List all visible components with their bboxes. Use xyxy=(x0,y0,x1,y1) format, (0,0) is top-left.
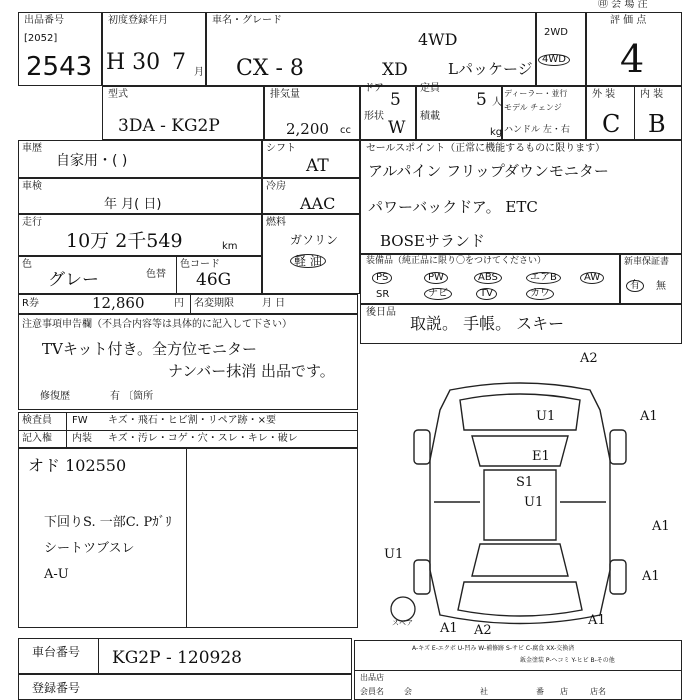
rear-label: 後日品 xyxy=(366,307,396,318)
fuel-diesel-circled: 軽 油 xyxy=(290,254,326,268)
usage-box xyxy=(18,140,262,178)
damage-mark-1: A2 xyxy=(580,351,598,366)
inspector-label: 検査員 xyxy=(22,415,52,426)
chassis-value: KG2P - 120928 xyxy=(112,648,242,668)
equip-leather: カワ xyxy=(526,288,554,300)
ac-label: 冷房 xyxy=(266,181,286,192)
car-diagram xyxy=(400,370,640,640)
damage-mark-8: U1 xyxy=(384,547,404,562)
footer-label-3: 会 xyxy=(404,687,412,696)
wheel-rear-right xyxy=(610,560,626,594)
mileage-value: 10万 2千549 xyxy=(66,230,183,252)
writer-label: 記入権 xyxy=(22,433,52,444)
mileage-label: 走行 xyxy=(22,217,42,228)
memo-box xyxy=(18,448,358,628)
car-outline xyxy=(430,383,610,624)
displacement-value: 2,200 xyxy=(286,120,329,138)
interior-label: 内 装 xyxy=(640,89,664,100)
handle-label: ハンドル 左・右 xyxy=(504,125,570,135)
notes-line2: ナンバー抹消 出品です。 xyxy=(168,362,335,380)
inspection-label: 車検 xyxy=(22,181,42,192)
model-label: 型式 xyxy=(108,89,128,100)
exterior-grade: C xyxy=(602,110,621,138)
chassis-label: 車台番号 xyxy=(32,645,81,659)
wheel-front-right xyxy=(610,430,626,464)
odo-value: オド 102550 xyxy=(28,456,127,475)
sales-point-2: パワーバックドア。 ETC xyxy=(368,198,538,216)
drive-4wd-circled: 4WD xyxy=(538,54,570,66)
usage-label: 車歴 xyxy=(22,143,42,154)
damage-mark-9: A1 xyxy=(642,569,660,584)
memo-line3: A-U xyxy=(44,567,69,582)
check-vdivider xyxy=(66,412,67,448)
car-grade: XD xyxy=(382,60,408,80)
first-reg-month: 7 xyxy=(172,50,186,75)
displacement-label: 排気量 xyxy=(270,89,300,100)
color-divider xyxy=(176,256,177,294)
equip-pw: PW xyxy=(424,272,448,284)
doors-value: 5 xyxy=(390,90,401,110)
interior-check-label: 内装 xyxy=(72,433,92,444)
warranty-label: 新車保証書 xyxy=(624,257,670,267)
load-unit: kg xyxy=(490,127,503,138)
capacity-unit: 人 xyxy=(492,97,502,108)
lot-number: 2543 xyxy=(26,52,93,82)
shift-value: AT xyxy=(306,156,329,176)
name-grade-label: 車名・グレード xyxy=(212,15,282,26)
first-reg-month-unit: 月 xyxy=(194,67,204,78)
damage-mark-5: S1 xyxy=(516,475,534,490)
usage-value: 自家用・( ) xyxy=(56,153,128,169)
first-reg-era-year: H 30 xyxy=(106,50,161,75)
org-mark: ㊞ 会 場 注 xyxy=(598,0,648,10)
interior-grade: B xyxy=(648,110,666,138)
wheel-rear-left xyxy=(414,560,430,594)
chassis-divider xyxy=(98,638,99,674)
transfer-label: 名変期限 xyxy=(194,298,234,309)
equip-airbag: エアB xyxy=(526,272,561,284)
shape-value: W xyxy=(388,118,406,138)
equip-navi: ナビ xyxy=(424,288,452,300)
spare-label: スペア xyxy=(392,619,413,627)
footer-label-4: 社 xyxy=(480,687,488,696)
memo-line2: シートツブスレ xyxy=(44,541,135,556)
car-rear-window xyxy=(472,544,568,576)
footer-label-2: 会員名 xyxy=(360,687,384,696)
memo-line1: 下回りS. 一部C. Pｶﾞﾘ xyxy=(44,515,172,530)
color-value: グレー xyxy=(48,270,99,290)
sales-point-3: BOSEサランド xyxy=(380,232,485,250)
car-trunk xyxy=(458,582,582,616)
shift-label: シフト xyxy=(266,143,296,154)
transfer-value: 月 日 xyxy=(262,298,286,309)
check-divider xyxy=(18,430,358,431)
drive-type: 4WD xyxy=(418,30,458,49)
car-package: Lパッケージ xyxy=(448,60,533,78)
recycle-divider xyxy=(190,294,191,314)
equip-aw: AW xyxy=(580,272,604,284)
legend-text-2: 鈑金塗装 P-ヘコミ Y-ヒビ B-その他 xyxy=(520,657,615,664)
lot-label: 出品番号 xyxy=(24,15,64,26)
recycle-amount: 12,860 xyxy=(92,294,145,312)
score-label: 評 価 点 xyxy=(610,15,647,26)
rear-items: 取説。 手帳。 スキー xyxy=(410,314,565,333)
damage-mark-3: U1 xyxy=(536,409,556,424)
equip-ps: PS xyxy=(372,272,392,284)
dealer-label: ディーラー・並行 xyxy=(504,89,568,98)
color-code-value: 46G xyxy=(196,270,232,290)
doors-label: ドア xyxy=(364,83,384,94)
sales-label: セールスポイント（正常に機能するものに限ります） xyxy=(366,143,606,154)
sales-point-1: アルパイン フリップダウンモニター xyxy=(368,162,609,180)
ext-int-divider xyxy=(634,86,635,140)
displacement-unit: cc xyxy=(340,125,351,136)
fw-items: キズ・飛石・ヒビ割・リペア跡・×要 xyxy=(108,415,276,426)
repair-value: 有 〔箇所 xyxy=(110,391,154,402)
lot-sub: [2052] xyxy=(24,33,58,44)
fuel-gasoline: ガソリン xyxy=(290,233,339,247)
damage-mark-10: A1 xyxy=(440,621,458,636)
fw-label: FW xyxy=(72,415,88,426)
legend-text: A-キズ E-エクボ U-凹み W-補修跡 S-サビ C-腐食 XX-交換済 xyxy=(412,645,575,652)
inspection-value: 年 月( 日) xyxy=(104,197,162,212)
wheel-front-left xyxy=(414,430,430,464)
car-windshield xyxy=(472,436,568,466)
car-hood xyxy=(460,394,580,430)
footer-label-1: 出品店 xyxy=(360,673,384,682)
first-reg-label: 初度登録年月 xyxy=(108,15,168,26)
exterior-label: 外 装 xyxy=(592,89,616,100)
equip-abs: ABS xyxy=(474,272,502,284)
legend-divider xyxy=(354,670,682,671)
warranty-yes: 有 xyxy=(626,280,644,292)
footer-label-7: 店名 xyxy=(590,687,606,696)
damage-mark-11: A2 xyxy=(474,623,492,638)
notes-label: 注意事項申告欄（不具合内容等は具体的に記入して下さい） xyxy=(22,319,292,330)
equip-label: 装備品（純正品に限り〇をつけてください） xyxy=(366,256,547,266)
repair-label: 修復歴 xyxy=(40,391,70,402)
ac-value: AAC xyxy=(300,194,336,213)
drive-2wd: 2WD xyxy=(544,27,568,38)
footer-label-6: 店 xyxy=(560,687,568,696)
fuel-label: 燃料 xyxy=(266,217,286,228)
capacity-label: 定員 xyxy=(420,83,440,94)
equip-tv: TV xyxy=(476,288,497,300)
damage-mark-4: E1 xyxy=(532,449,550,464)
mileage-unit: km xyxy=(222,241,238,252)
load-label: 積載 xyxy=(420,111,440,122)
damage-mark-2: A1 xyxy=(640,409,658,424)
recycle-label: R券 xyxy=(22,298,39,309)
damage-mark-12: A1 xyxy=(588,613,606,628)
reg-label: 登録番号 xyxy=(32,681,81,695)
damage-mark-6: U1 xyxy=(524,495,544,510)
color-code-label: 色コード xyxy=(180,259,220,270)
damage-mark-7: A1 xyxy=(652,519,670,534)
score-value: 4 xyxy=(620,37,645,81)
capacity-value: 5 xyxy=(476,90,487,110)
model-change-label: モデル チェンジ xyxy=(504,103,562,112)
equip-sr: SR xyxy=(376,289,390,300)
recycle-box xyxy=(18,294,358,314)
interior-items: キズ・汚レ・コゲ・穴・スレ・キレ・破レ xyxy=(108,433,298,444)
footer-label-5: 番 xyxy=(536,687,544,696)
model-value: 3DA - KG2P xyxy=(118,116,220,136)
recycle-unit: 円 xyxy=(174,298,184,309)
color-no-label: 色替 xyxy=(146,269,166,280)
warranty-no: 無 xyxy=(656,281,666,292)
car-name: CX - 8 xyxy=(236,56,304,81)
shape-label: 形状 xyxy=(364,111,384,122)
color-label: 色 xyxy=(22,259,32,270)
memo-divider xyxy=(186,448,187,628)
notes-line1: TVキット付き。全方位モニター xyxy=(42,340,257,358)
drive-box xyxy=(536,12,586,86)
